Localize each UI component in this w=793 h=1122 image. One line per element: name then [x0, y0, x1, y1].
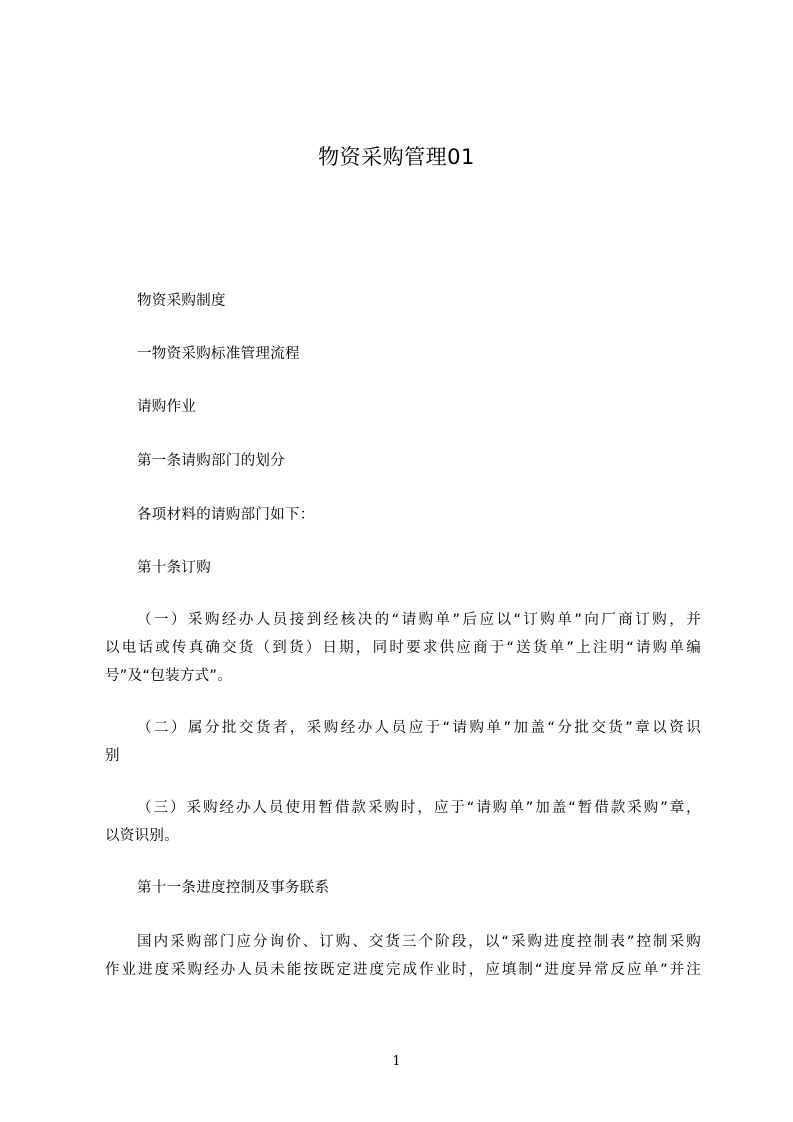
- text-line: 以资识别。: [105, 828, 179, 844]
- page-number: 1: [392, 1054, 401, 1069]
- paragraph-order-item-3: [105, 794, 701, 850]
- paragraph-order-item-2: [105, 714, 701, 770]
- text-line: 以电话或传真确交货（到货）日期，同时要求供应商于“送货单”上注明“请购单编: [105, 640, 701, 656]
- paragraph-policy-heading: 物资采购制度: [137, 293, 226, 309]
- text-line: 国内采购部门应分询价、订购、交货三个阶段，以“采购进度控制表”控制采购: [137, 934, 701, 950]
- paragraph-article-10: 第十条订购: [137, 560, 211, 576]
- document-title: 物资采购管理01: [318, 145, 475, 169]
- paragraph-departments: 各项材料的请购部门如下：: [137, 507, 315, 523]
- paragraph-order-item-1: [105, 606, 701, 690]
- text-line: 作业进度采购经办人员未能按既定进度完成作业时，应填制“进度异常反应单”并注: [105, 962, 701, 978]
- text-line: （一）采购经办人员接到经核决的“请购单”后应以“订购单”向厂商订购，并: [137, 612, 701, 628]
- text-line: 号”及“包装方式”。: [105, 668, 233, 684]
- text-line: 别: [105, 748, 120, 764]
- text-line: （三）采购经办人员使用暂借款采购时，应于“请购单”加盖“暂借款采购”章，: [137, 800, 701, 816]
- paragraph-requisition-heading: 请购作业: [137, 399, 197, 415]
- paragraph-article-11: 第十一条进度控制及事务联系: [137, 880, 330, 896]
- paragraph-article-1: 第一条请购部门的划分: [137, 453, 285, 469]
- paragraph-process-heading: 一物资采购标准管理流程: [137, 346, 300, 362]
- text-line: （二）属分批交货者，采购经办人员应于“请购单”加盖“分批交货”章以资识: [137, 720, 701, 736]
- paragraph-progress-control: [105, 928, 701, 984]
